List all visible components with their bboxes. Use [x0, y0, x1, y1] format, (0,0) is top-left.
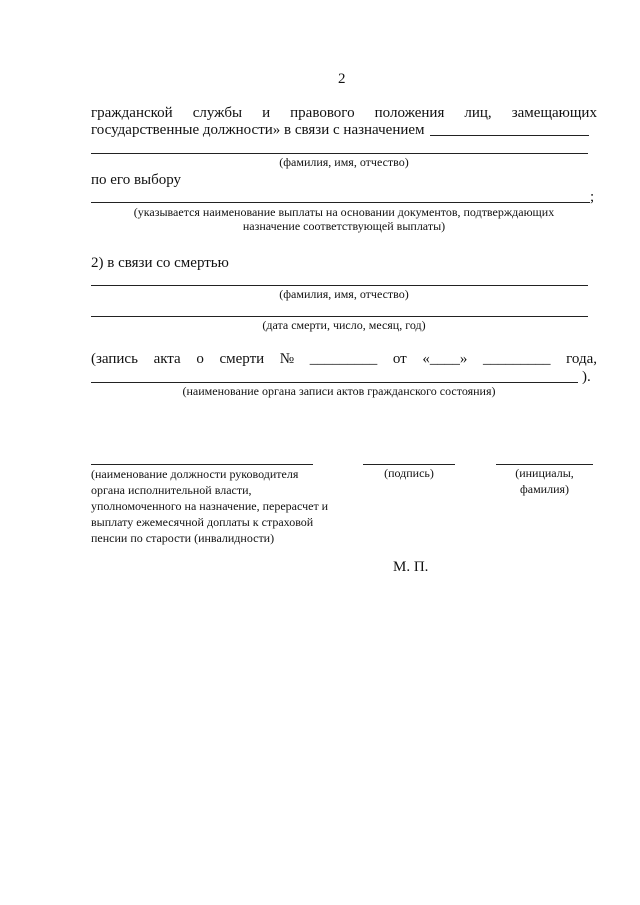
position-caption-line: (наименование должности руководителя	[91, 467, 299, 481]
record-word: года,	[566, 351, 597, 367]
page-number: 2	[338, 71, 346, 87]
paragraph-line-1	[91, 104, 597, 122]
registry-organ-blank[interactable]	[91, 382, 578, 383]
caption-registry-organ: (наименование органа записи актов гражданского состояния)	[182, 384, 496, 398]
caption-deceased-fio: (фамилия, имя, отчество)	[279, 287, 409, 301]
word: положения	[374, 105, 445, 121]
stamp-place: М. П.	[393, 559, 429, 575]
record-word: смерти	[219, 351, 265, 367]
record-number-sign: №	[279, 351, 295, 367]
record-word: (запись	[91, 351, 138, 367]
caption-fio: (фамилия, имя, отчество)	[279, 155, 409, 169]
by-choice-text: по его выбору	[91, 172, 182, 188]
record-number-blank[interactable]: _________	[309, 351, 378, 367]
position-blank[interactable]	[91, 464, 313, 465]
word: правового	[290, 105, 355, 121]
word: службы	[192, 105, 243, 121]
record-day-blank[interactable]: «____»	[422, 351, 468, 367]
semicolon: ;	[590, 189, 595, 205]
paragraph-line-2: государственные должности» в связи с назначением	[91, 122, 425, 138]
word: замещающих	[511, 105, 597, 121]
signature-blank[interactable]	[363, 464, 455, 465]
payment-name-blank[interactable]	[91, 202, 590, 203]
death-heading: 2) в связи со смертью	[91, 255, 229, 271]
caption-death-date: (дата смерти, число, месяц, год)	[262, 318, 426, 332]
initials-blank[interactable]	[496, 464, 593, 465]
record-word: о	[196, 351, 204, 367]
appointee-blank[interactable]	[430, 135, 589, 136]
death-record-line	[91, 350, 597, 368]
caption-payment-line-1: (указывается наименование выплаты на основании документов, подтверждающих	[133, 205, 555, 219]
caption-payment-line-2: назначение соответствующей выплаты)	[242, 219, 446, 233]
record-word: акта	[153, 351, 181, 367]
word: гражданской	[91, 105, 173, 121]
appointee-fio-blank[interactable]	[91, 153, 588, 154]
initials-caption-line-2: фамилия)	[519, 482, 570, 496]
position-caption-line: выплату ежемесячной доплаты к страховой	[91, 515, 314, 529]
deceased-fio-blank[interactable]	[91, 285, 588, 286]
death-date-blank[interactable]	[91, 316, 588, 317]
initials-caption-line-1: (инициалы,	[515, 466, 574, 480]
position-caption-line: пенсии по старости (инвалидности)	[91, 531, 275, 545]
position-caption-line: уполномоченного на назначение, перерасчет и	[91, 499, 329, 513]
record-word: от	[392, 351, 407, 367]
close-paren: ).	[582, 369, 591, 385]
record-month-blank[interactable]: _________	[482, 351, 551, 367]
signature-caption: (подпись)	[384, 466, 434, 480]
word: и	[262, 105, 271, 121]
position-caption-line: органа исполнительной власти,	[91, 483, 252, 497]
word: лиц,	[464, 105, 492, 121]
position-caption	[91, 466, 328, 546]
